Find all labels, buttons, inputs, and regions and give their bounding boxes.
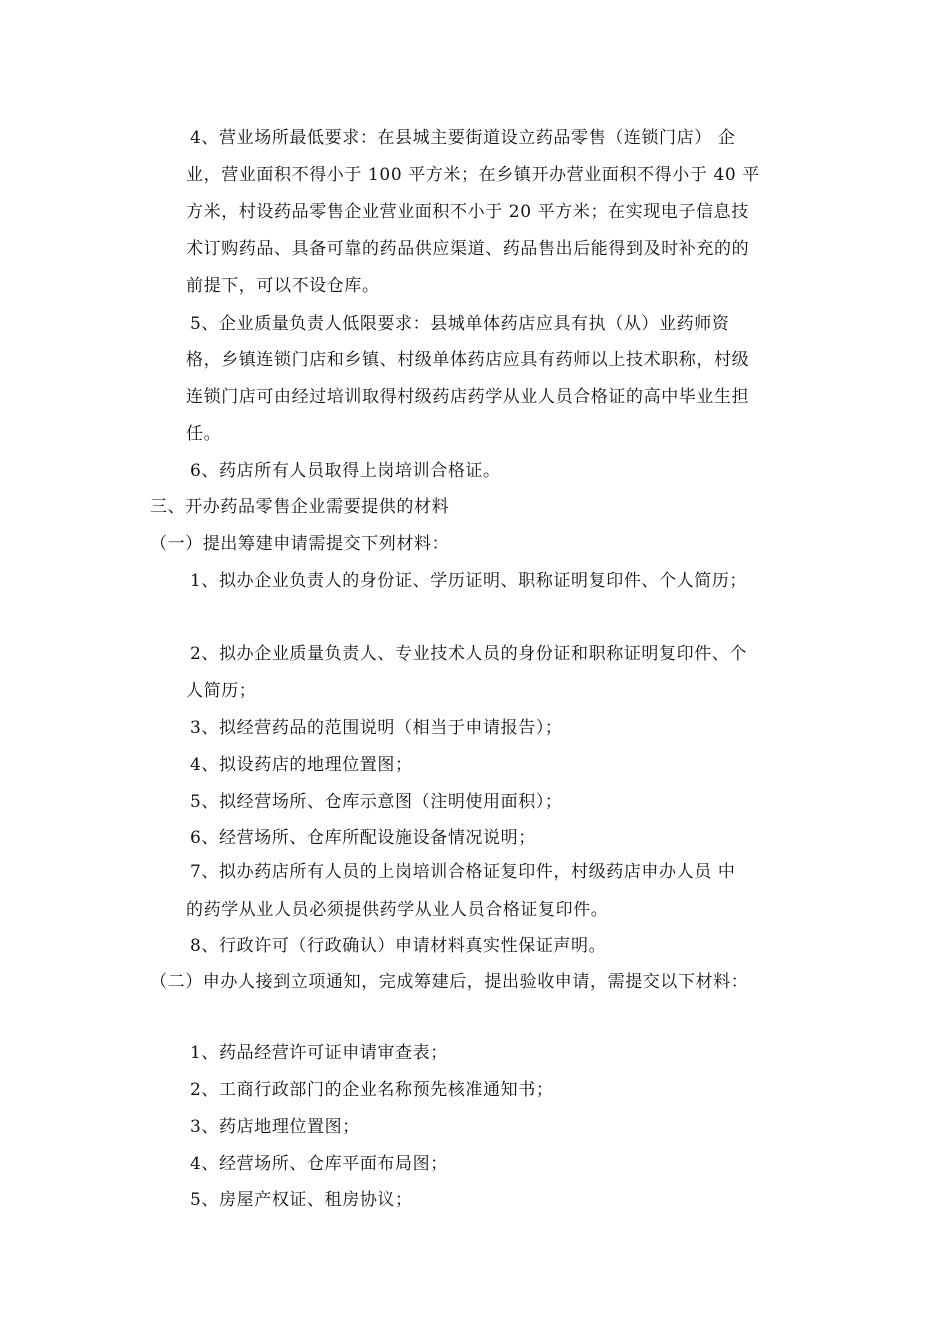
list-item: 4、经营场所、仓库平面布局图； bbox=[190, 1154, 448, 1174]
list-item: 3、拟经营药品的范围说明（相当于申请报告）； bbox=[190, 718, 563, 738]
list-item: 的药学从业人员必须提供药学从业人员合格证复印件。 bbox=[186, 900, 609, 920]
list-item: 2、工商行政部门的企业名称预先核准通知书； bbox=[190, 1080, 554, 1100]
text-line: 前提下，可以不设仓库。 bbox=[186, 276, 380, 296]
list-item: 1、拟办企业负责人的身份证、学历证明、职称证明复印件、个人简历； bbox=[190, 571, 748, 591]
list-item: 8、行政许可（行政确认）申请材料真实性保证声明。 bbox=[190, 936, 607, 956]
subsection-heading: （一）提出筹建申请需提交下列材料： bbox=[150, 534, 450, 554]
list-item: 3、药店地理位置图； bbox=[190, 1117, 360, 1137]
list-item: 5、房屋产权证、租房协议； bbox=[190, 1190, 413, 1210]
subsection-heading: （二）申办人接到立项通知，完成筹建后，提出验收申请，需提交以下材料： bbox=[150, 972, 749, 992]
text-line: 业，营业面积不得小于 100 平方米；在乡镇开办营业面积不得小于 40 平 bbox=[186, 165, 760, 185]
text-line: 6、药店所有人员取得上岗培训合格证。 bbox=[190, 461, 501, 481]
text-line: 格，乡镇连锁门店和乡镇、村级单体药店应具有药师以上技术职称，村级 bbox=[186, 350, 750, 370]
text-line: 术订购药品、具备可靠的药品供应渠道、药品售出后能得到及时补充的的 bbox=[186, 239, 750, 259]
list-item: 人简历； bbox=[186, 681, 257, 701]
text-line: 方米，村设药品零售企业营业面积不小于 20 平方米；在实现电子信息技 bbox=[186, 202, 749, 222]
text-line: 4、营业场所最低要求：在县城主要街道设立药品零售（连锁门店） 企 bbox=[190, 128, 736, 148]
list-item: 1、药品经营许可证申请审查表； bbox=[190, 1043, 448, 1063]
section-heading: 三、开办药品零售企业需要提供的材料 bbox=[150, 497, 450, 517]
list-item: 6、经营场所、仓库所配设施设备情况说明； bbox=[190, 828, 536, 848]
text-line: 连锁门店可由经过培训取得村级药店药学从业人员合格证的高中毕业生担 bbox=[186, 387, 750, 407]
text-line: 5、企业质量负责人低限要求：县城单体药店应具有执（从）业药师资 bbox=[190, 314, 730, 334]
list-item: 7、拟办药店所有人员的上岗培训合格证复印件，村级药店申办人员 中 bbox=[190, 862, 736, 882]
list-item: 2、拟办企业质量负责人、专业技术人员的身份证和职称证明复印件、个 bbox=[190, 644, 748, 664]
list-item: 5、拟经营场所、仓库示意图（注明使用面积）； bbox=[190, 792, 563, 812]
list-item: 4、拟设药店的地理位置图； bbox=[190, 755, 413, 775]
text-line: 任。 bbox=[186, 424, 222, 444]
